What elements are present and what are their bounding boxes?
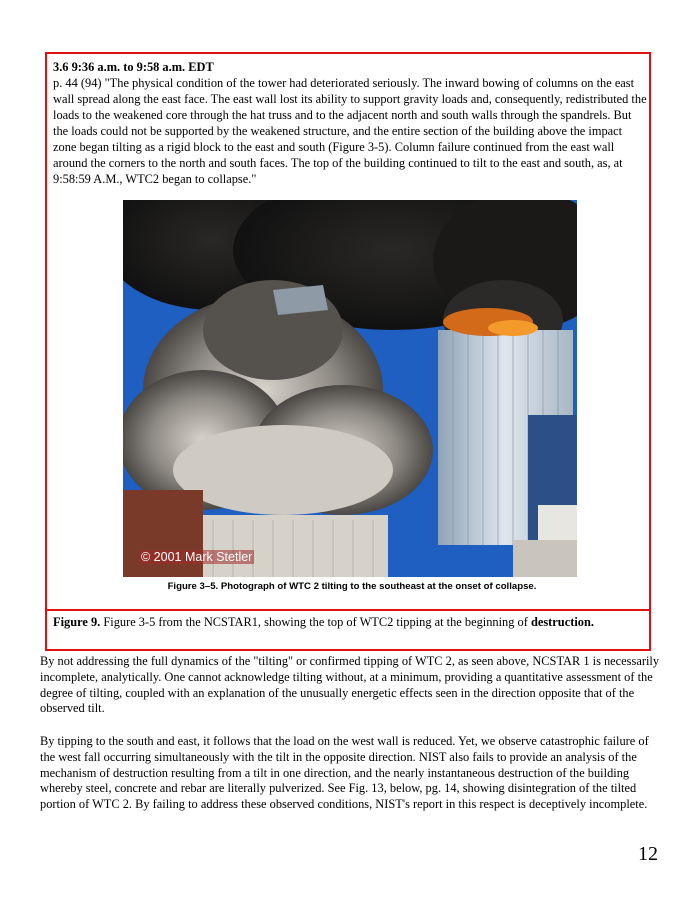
- photo-credit: © 2001 Mark Stetler: [141, 550, 253, 564]
- figure-caption-tail: destruction.: [530, 615, 594, 629]
- page-number: 12: [638, 843, 658, 865]
- caption-divider: [47, 609, 649, 611]
- section-heading: 3.6 9:36 a.m. to 9:58 a.m. EDT: [53, 60, 214, 74]
- photo-caption: Figure 3–5. Photograph of WTC 2 tilting to the southeast at the onset of collapse.: [167, 581, 537, 592]
- figure-caption: [53, 614, 647, 630]
- paragraph-2: By tipping to the south and east, it follows that the load on the west wall is reduced. Yet, we observe catastrophic failure of the west fall occurring simultaneously with the tilt in the opposite direction. NIST also fails to provide an analysis of the mechanism of destruction resulting from a tilt in one direction, and the nearly instantaneous destruction of the building whereby steel, concrete and rebar are literally pulverized. See Fig. 13, below, pg. 14, showing disintegration of the tilted portion of WTC 2. By failing to address these observed conditions, NIST's report in this respect is deceptively incomplete.: [40, 734, 649, 812]
- figure-caption-text: Figure 3-5 from the NCSTAR1, showing the top of WTC2 tipping at the beginning of: [100, 615, 531, 629]
- figure-label: Figure 9.: [53, 615, 101, 629]
- quote-block: [53, 59, 647, 187]
- paragraph-1: By not addressing the full dynamics of the "tilting" or confirmed tipping of WTC 2, as seen above, NCSTAR 1 is necessarily incomplete, analytically. One cannot acknowledge tilting without, at a minimum, providing a quantitative assessment of the degree of tilting, coupled with an explanation of the unusually energetic effects seen in the direction opposite that of the observed tilt.: [40, 654, 660, 716]
- figure-frame: [45, 52, 651, 651]
- quote-text: p. 44 (94) "The physical condition of the tower had deteriorated seriously. The inward bowing of columns on the east wall spread along the east face. The east wall lost its ability to support gravity loads and, consequently, redistributed the loads to the weakened core through the hat truss and to the adjacent north and south walls through the spandrels. But the loads could not be supported by the weakened structure, and the entire section of the building above the impact zone began tilting as a rigid block to the east and south (Figure 3-5). Column failure continued from the east wall around the corners to the north and south faces. The top of the building continued to tilt to the east and south, as, at 9:58:59 A.M., WTC2 began to collapse.": [53, 76, 647, 186]
- collapse-photo: [123, 200, 577, 577]
